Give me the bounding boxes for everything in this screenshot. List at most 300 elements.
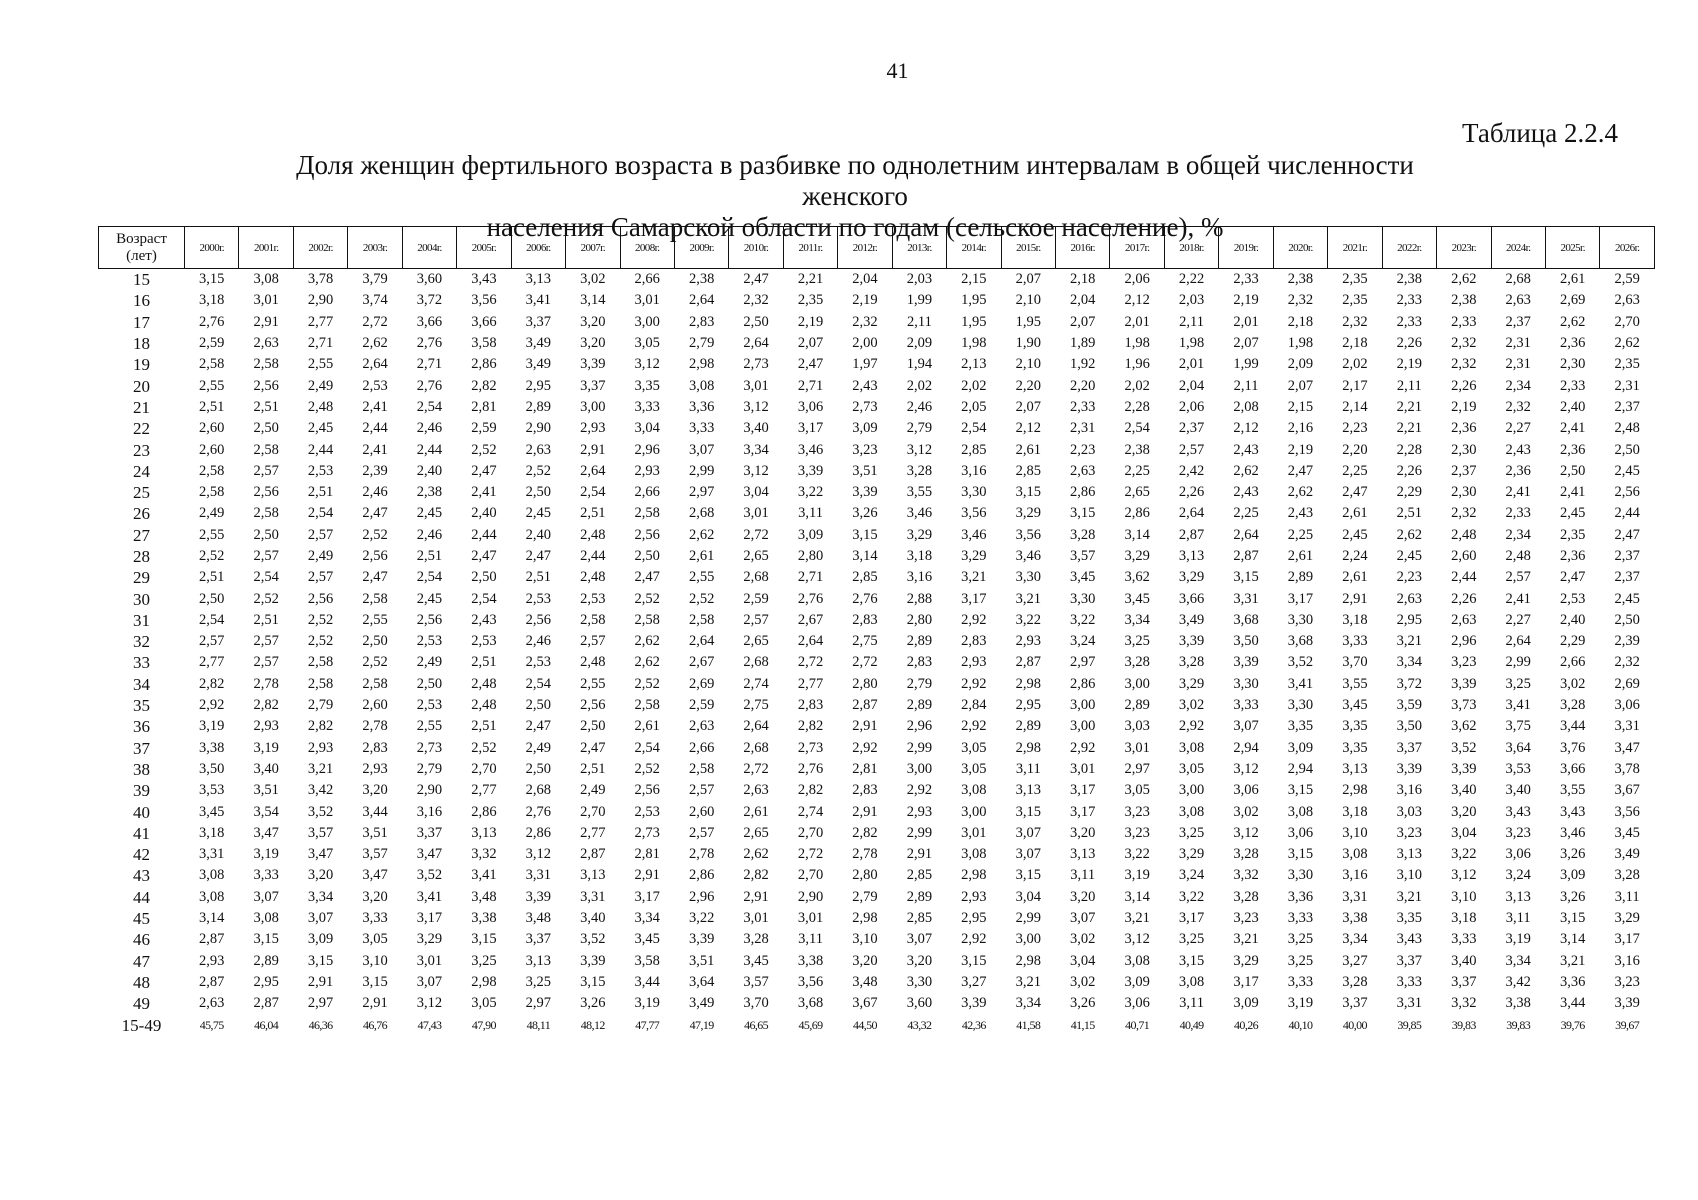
- value-cell: 2,50: [580, 718, 606, 735]
- value-cell: 2,14: [1342, 398, 1368, 415]
- value-cell: 3,31: [1614, 718, 1640, 735]
- value-cell: 2,91: [852, 803, 878, 820]
- value-cell: 2,93: [634, 462, 660, 479]
- value-cell: 40,10: [1288, 1017, 1313, 1032]
- value-cell: 3,15: [1070, 505, 1096, 522]
- value-cell: 2,35: [1614, 356, 1640, 373]
- value-cell: 2,20: [1015, 377, 1041, 394]
- value-cell: 3,35: [1396, 910, 1423, 927]
- value-cell: 2,52: [307, 633, 334, 650]
- value-cell: 3,31: [525, 867, 552, 884]
- value-cell: 3,66: [416, 313, 443, 330]
- age-cell: 31: [133, 610, 150, 630]
- age-cell: 39: [133, 781, 150, 801]
- value-cell: 3,22: [797, 484, 824, 501]
- value-cell: 3,39: [961, 995, 987, 1012]
- value-cell: 2,45: [416, 505, 443, 522]
- value-cell: 3,16: [416, 803, 443, 820]
- value-cell: 3,37: [1396, 952, 1423, 969]
- value-cell: 3,29: [961, 548, 987, 564]
- value-cell: 2,11: [1396, 377, 1422, 394]
- value-cell: 2,89: [525, 398, 552, 415]
- value-cell: 2,58: [634, 611, 660, 628]
- value-cell: 2,92: [961, 611, 987, 628]
- value-cell: 3,03: [1396, 803, 1423, 820]
- year-column-header: 2009г.: [674, 227, 728, 269]
- value-cell: 2,87: [1233, 548, 1259, 564]
- value-cell: 3,34: [307, 888, 334, 905]
- value-cell: 2,82: [253, 697, 279, 714]
- value-cell: 3,48: [852, 973, 878, 990]
- value-cell: 3,31: [1342, 888, 1368, 905]
- value-cell: 2,53: [416, 697, 443, 714]
- value-cell: 2,25: [1342, 462, 1368, 479]
- value-cell: 3,45: [1614, 824, 1640, 841]
- value-cell: 3,39: [1614, 995, 1640, 1012]
- value-cell: 2,64: [580, 462, 606, 479]
- value-cell: 3,18: [1342, 803, 1368, 820]
- value-cell: 2,77: [580, 824, 606, 841]
- value-cell: 2,50: [416, 675, 443, 692]
- age-cell: 47: [133, 951, 150, 971]
- value-cell: 3,39: [797, 462, 824, 479]
- value-cell: 2,61: [688, 548, 715, 564]
- value-cell: 3,50: [199, 760, 225, 777]
- value-cell: 2,63: [199, 995, 225, 1012]
- value-cell: 3,52: [416, 867, 443, 884]
- value-cell: 3,23: [1396, 824, 1423, 841]
- value-cell: 2,94: [1233, 739, 1259, 756]
- value-cell: 2,79: [416, 760, 443, 777]
- value-cell: 1,94: [906, 356, 933, 373]
- value-cell: 2,29: [1396, 484, 1423, 501]
- value-cell: 3,26: [1559, 888, 1586, 905]
- value-cell: 2,62: [1396, 526, 1423, 543]
- value-cell: 2,81: [634, 846, 660, 863]
- value-cell: 3,35: [1342, 739, 1368, 756]
- value-cell: 2,57: [743, 611, 769, 628]
- value-cell: 2,53: [1559, 590, 1586, 607]
- value-cell: 2,84: [961, 697, 987, 714]
- value-cell: 2,52: [199, 548, 225, 564]
- value-cell: 2,68: [688, 505, 715, 522]
- value-cell: 3,05: [1178, 760, 1205, 777]
- value-cell: 3,14: [1124, 526, 1150, 543]
- value-cell: 3,52: [1451, 739, 1477, 756]
- value-cell: 2,47: [580, 739, 606, 756]
- value-cell: 2,12: [1015, 420, 1041, 437]
- value-cell: 3,13: [1342, 760, 1368, 777]
- value-cell: 2,77: [471, 782, 497, 799]
- value-cell: 2,45: [1614, 462, 1640, 479]
- value-cell: 3,55: [1559, 782, 1586, 799]
- value-cell: 3,32: [1451, 995, 1477, 1012]
- value-cell: 2,58: [634, 505, 660, 522]
- value-cell: 2,69: [1614, 675, 1640, 692]
- value-cell: 2,22: [1178, 271, 1205, 288]
- value-cell: 2,60: [199, 420, 225, 437]
- value-cell: 2,51: [471, 654, 497, 671]
- year-column-header: 2006г.: [511, 227, 565, 269]
- value-cell: 2,45: [1559, 505, 1586, 522]
- value-cell: 2,93: [906, 803, 933, 820]
- value-cell: 2,25: [1124, 462, 1150, 479]
- value-cell: 2,51: [253, 398, 279, 415]
- value-cell: 2,89: [906, 888, 933, 905]
- value-cell: 3,15: [253, 931, 279, 948]
- year-column-header: 2005г.: [457, 227, 511, 269]
- value-cell: 2,87: [1015, 654, 1041, 671]
- value-cell: 3,17: [1614, 931, 1640, 948]
- value-cell: 3,38: [797, 952, 824, 969]
- value-cell: 3,21: [961, 569, 987, 586]
- value-cell: 3,21: [1396, 633, 1423, 650]
- value-cell: 3,13: [1505, 888, 1531, 905]
- table-row: [99, 631, 1655, 652]
- value-cell: 2,86: [471, 356, 497, 373]
- value-cell: 3,30: [1070, 590, 1096, 607]
- value-cell: 3,37: [1396, 739, 1423, 756]
- value-cell: 2,91: [1342, 590, 1368, 607]
- table-row: [99, 780, 1655, 801]
- value-cell: 3,72: [1396, 675, 1423, 692]
- value-cell: 1,95: [961, 313, 987, 330]
- value-cell: 2,71: [416, 356, 443, 373]
- value-cell: 2,89: [1287, 569, 1314, 586]
- value-cell: 2,53: [362, 377, 388, 394]
- age-cell: 45: [133, 909, 150, 929]
- value-cell: 3,12: [634, 356, 660, 373]
- value-cell: 2,47: [362, 569, 388, 586]
- year-column-header: 2000г.: [185, 227, 239, 269]
- value-cell: 3,51: [362, 824, 388, 841]
- value-cell: 3,33: [1287, 973, 1314, 990]
- value-cell: 2,54: [416, 398, 443, 415]
- value-cell: 2,38: [1396, 271, 1423, 288]
- value-cell: 2,26: [1396, 462, 1423, 479]
- value-cell: 3,16: [1342, 867, 1368, 884]
- value-cell: 2,98: [1342, 782, 1368, 799]
- value-cell: 2,33: [1233, 271, 1259, 288]
- age-cell: 41: [133, 823, 150, 843]
- value-cell: 2,37: [1614, 548, 1640, 564]
- value-cell: 2,47: [1559, 569, 1586, 586]
- value-cell: 3,26: [580, 995, 606, 1012]
- table-row: [99, 759, 1655, 780]
- value-cell: 2,13: [961, 356, 987, 373]
- value-cell: 3,15: [852, 526, 878, 543]
- value-cell: 3,07: [253, 888, 279, 905]
- value-cell: 3,08: [961, 846, 987, 863]
- value-cell: 3,52: [1287, 654, 1314, 671]
- value-cell: 2,33: [1396, 313, 1423, 330]
- value-cell: 3,79: [362, 271, 388, 288]
- year-column-header: 2019г.: [1219, 227, 1273, 269]
- value-cell: 3,25: [1505, 675, 1531, 692]
- value-cell: 3,08: [961, 782, 987, 799]
- value-cell: 2,44: [362, 420, 388, 437]
- value-cell: 3,41: [471, 867, 497, 884]
- value-cell: 2,91: [906, 846, 933, 863]
- value-cell: 3,11: [1179, 995, 1205, 1012]
- value-cell: 2,09: [1287, 356, 1314, 373]
- value-cell: 2,56: [253, 484, 279, 501]
- value-cell: 3,14: [199, 910, 225, 927]
- value-cell: 2,70: [797, 867, 824, 884]
- value-cell: 3,14: [1559, 931, 1586, 948]
- value-cell: 3,19: [199, 718, 225, 735]
- value-cell: 2,57: [253, 462, 279, 479]
- value-cell: 3,39: [1233, 654, 1259, 671]
- age-header-line-1: Возраст: [116, 230, 167, 247]
- value-cell: 3,19: [1505, 931, 1531, 948]
- value-cell: 2,83: [797, 697, 824, 714]
- year-column-header: 2017г.: [1110, 227, 1164, 269]
- value-cell: 3,15: [1178, 952, 1205, 969]
- value-cell: 2,21: [1396, 398, 1423, 415]
- table-row: [99, 269, 1655, 291]
- value-cell: 2,71: [307, 335, 334, 352]
- value-cell: 2,61: [1342, 505, 1368, 522]
- value-cell: 2,97: [1070, 654, 1096, 671]
- value-cell: 2,06: [1178, 398, 1205, 415]
- value-cell: 2,76: [416, 335, 443, 352]
- value-cell: 3,30: [1287, 611, 1314, 628]
- value-cell: 2,69: [1559, 292, 1586, 309]
- value-cell: 3,15: [1015, 803, 1041, 820]
- table-row: [99, 951, 1655, 972]
- value-cell: 3,12: [743, 462, 769, 479]
- value-cell: 2,58: [199, 356, 225, 373]
- value-cell: 3,19: [634, 995, 660, 1012]
- value-cell: 2,17: [1342, 377, 1368, 394]
- value-cell: 2,11: [1179, 313, 1205, 330]
- value-cell: 2,30: [1559, 356, 1586, 373]
- value-cell: 3,01: [416, 952, 443, 969]
- value-cell: 3,12: [1124, 931, 1150, 948]
- value-cell: 3,24: [1505, 867, 1531, 884]
- value-cell: 2,32: [852, 313, 878, 330]
- value-cell: 2,62: [362, 335, 388, 352]
- value-cell: 3,21: [1396, 888, 1423, 905]
- value-cell: 2,23: [1396, 569, 1423, 586]
- value-cell: 2,47: [797, 356, 824, 373]
- value-cell: 2,50: [1614, 611, 1640, 628]
- value-cell: 3,12: [743, 398, 769, 415]
- value-cell: 3,20: [852, 952, 878, 969]
- value-cell: 3,15: [1287, 782, 1314, 799]
- value-cell: 3,17: [416, 910, 443, 927]
- value-cell: 3,26: [852, 505, 878, 522]
- value-cell: 2,59: [1614, 271, 1640, 288]
- value-cell: 3,01: [1070, 760, 1096, 777]
- value-cell: 2,09: [906, 335, 933, 352]
- value-cell: 3,41: [525, 292, 552, 309]
- value-cell: 3,30: [961, 484, 987, 501]
- value-cell: 2,59: [199, 335, 225, 352]
- value-cell: 3,13: [1396, 846, 1423, 863]
- value-cell: 2,93: [961, 888, 987, 905]
- value-cell: 3,08: [199, 888, 225, 905]
- value-cell: 3,13: [1178, 548, 1205, 564]
- value-cell: 2,02: [906, 377, 933, 394]
- header-row: [99, 227, 1655, 269]
- value-cell: 2,93: [199, 952, 225, 969]
- year-column-header: 2025г.: [1545, 227, 1599, 269]
- value-cell: 3,13: [471, 824, 497, 841]
- value-cell: 2,27: [1505, 611, 1531, 628]
- value-cell: 2,60: [199, 441, 225, 458]
- value-cell: 3,01: [634, 292, 660, 309]
- age-cell: 49: [133, 994, 150, 1014]
- value-cell: 2,64: [688, 633, 715, 650]
- value-cell: 2,49: [525, 739, 552, 756]
- value-cell: 3,70: [743, 995, 769, 1012]
- value-cell: 3,50: [1396, 718, 1423, 735]
- value-cell: 3,43: [1559, 803, 1586, 820]
- value-cell: 2,37: [1614, 398, 1640, 415]
- value-cell: 48,11: [526, 1017, 551, 1032]
- value-cell: 2,64: [797, 633, 824, 650]
- value-cell: 3,37: [416, 824, 443, 841]
- value-cell: 2,91: [253, 313, 279, 330]
- value-cell: 2,53: [525, 654, 552, 671]
- value-cell: 2,79: [307, 697, 334, 714]
- value-cell: 2,40: [1559, 611, 1586, 628]
- value-cell: 2,55: [307, 356, 334, 373]
- value-cell: 3,32: [1233, 867, 1259, 884]
- value-cell: 3,00: [1070, 718, 1096, 735]
- table-title-line-2: населения Самарской области по годам (сельское население), %: [486, 212, 1224, 242]
- value-cell: 47,77: [635, 1017, 660, 1032]
- age-cell: 38: [133, 759, 150, 779]
- year-column-header: 2020г.: [1273, 227, 1327, 269]
- age-column-header: [99, 227, 185, 269]
- value-cell: 2,20: [1342, 441, 1368, 458]
- table-row: [99, 801, 1655, 822]
- value-cell: 3,38: [1342, 910, 1368, 927]
- value-cell: 3,01: [743, 910, 769, 927]
- value-cell: 3,08: [1178, 973, 1205, 990]
- value-cell: 3,40: [1505, 782, 1531, 799]
- value-cell: 2,44: [471, 526, 497, 543]
- value-cell: 2,48: [1614, 420, 1640, 437]
- value-cell: 2,29: [1559, 633, 1586, 650]
- value-cell: 2,50: [525, 697, 552, 714]
- value-cell: 3,13: [1015, 782, 1041, 799]
- value-cell: 3,56: [797, 973, 824, 990]
- value-cell: 2,45: [416, 590, 443, 607]
- value-cell: 2,51: [471, 718, 497, 735]
- value-cell: 3,12: [906, 441, 933, 458]
- value-cell: 2,51: [580, 760, 606, 777]
- value-cell: 2,38: [1287, 271, 1314, 288]
- year-column-header: 2008г.: [620, 227, 674, 269]
- value-cell: 2,37: [1614, 569, 1640, 586]
- value-cell: 3,06: [797, 398, 824, 415]
- value-cell: 2,52: [253, 590, 279, 607]
- value-cell: 2,41: [1505, 590, 1531, 607]
- value-cell: 3,27: [961, 973, 987, 990]
- value-cell: 3,01: [743, 377, 769, 394]
- value-cell: 2,59: [471, 420, 497, 437]
- value-cell: 3,40: [1451, 782, 1477, 799]
- value-cell: 2,38: [1451, 292, 1477, 309]
- value-cell: 2,01: [1233, 313, 1259, 330]
- value-cell: 2,80: [797, 548, 824, 564]
- value-cell: 3,11: [798, 505, 823, 522]
- value-cell: 41,15: [1070, 1017, 1095, 1032]
- value-cell: 2,95: [253, 973, 279, 990]
- value-cell: 2,07: [1015, 271, 1041, 288]
- value-cell: 2,63: [1451, 611, 1477, 628]
- value-cell: 2,49: [307, 377, 334, 394]
- year-column-header: 2011г.: [783, 227, 837, 269]
- value-cell: 2,61: [743, 803, 769, 820]
- value-cell: 3,20: [580, 335, 606, 352]
- value-cell: 39,83: [1506, 1017, 1531, 1032]
- year-column-header: 2001г.: [239, 227, 293, 269]
- value-cell: 3,58: [471, 335, 497, 352]
- value-cell: 3,15: [1015, 867, 1041, 884]
- value-cell: 2,57: [307, 526, 334, 543]
- value-cell: 2,64: [362, 356, 388, 373]
- value-cell: 3,13: [525, 271, 552, 288]
- value-cell: 2,63: [1396, 590, 1423, 607]
- value-cell: 2,86: [1124, 505, 1150, 522]
- value-cell: 3,13: [580, 867, 606, 884]
- value-cell: 3,28: [1614, 867, 1640, 884]
- value-cell: 3,19: [253, 846, 279, 863]
- age-cell: 35: [133, 696, 150, 716]
- value-cell: 2,57: [688, 782, 715, 799]
- value-cell: 3,51: [688, 952, 715, 969]
- value-cell: 3,21: [1015, 590, 1041, 607]
- value-cell: 2,16: [1287, 420, 1314, 437]
- value-cell: 2,50: [253, 420, 279, 437]
- value-cell: 2,82: [199, 675, 225, 692]
- value-cell: 2,20: [1070, 377, 1096, 394]
- value-cell: 3,00: [634, 313, 660, 330]
- value-cell: 3,34: [1124, 611, 1150, 628]
- age-cell: 23: [133, 440, 150, 460]
- value-cell: 3,39: [1396, 760, 1423, 777]
- value-cell: 3,78: [1614, 760, 1640, 777]
- value-cell: 3,05: [1124, 782, 1150, 799]
- table-row: [99, 972, 1655, 993]
- value-cell: 3,66: [1559, 760, 1586, 777]
- table-row: [99, 993, 1655, 1014]
- value-cell: 2,07: [1015, 398, 1041, 415]
- value-cell: 3,22: [1070, 611, 1096, 628]
- value-cell: 2,41: [362, 441, 388, 458]
- value-cell: 47,90: [471, 1017, 496, 1032]
- value-cell: 2,90: [525, 420, 552, 437]
- table-row: [99, 695, 1655, 716]
- value-cell: 3,00: [1178, 782, 1205, 799]
- value-cell: 2,57: [307, 569, 334, 586]
- value-cell: 2,76: [199, 313, 225, 330]
- value-cell: 3,01: [961, 824, 987, 841]
- value-cell: 3,34: [1342, 931, 1368, 948]
- value-cell: 2,50: [525, 760, 552, 777]
- year-column-header: 2021г.: [1328, 227, 1382, 269]
- value-cell: 3,35: [1342, 718, 1368, 735]
- value-cell: 2,47: [1287, 462, 1314, 479]
- value-cell: 2,45: [307, 420, 334, 437]
- value-cell: 2,53: [525, 590, 552, 607]
- value-cell: 3,10: [1451, 888, 1477, 905]
